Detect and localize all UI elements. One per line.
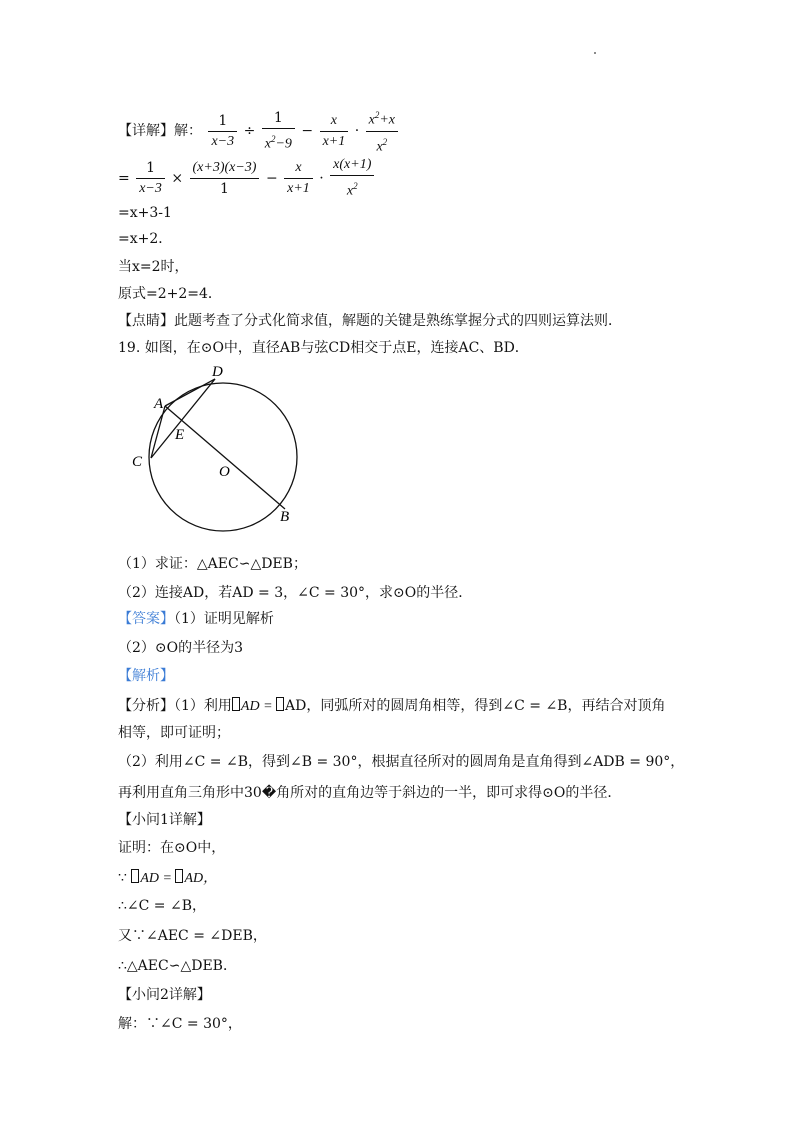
label-a: A [154, 396, 164, 412]
fraction-1: $\frac{1}{x-3}$ [208, 112, 237, 151]
label-d: D [212, 364, 223, 380]
sub1-line-4: 又∵∠AEC = ∠DEB， [118, 928, 267, 944]
arc-symbol [232, 697, 240, 711]
detail-tag: 【详解】 [118, 123, 174, 140]
comment-line: 【点睛】此题考查了分式化简求值，解题的关键是熟练掌握分式的四则运算法则． [118, 313, 622, 329]
part-2: （2）连接AD，若AD = 3，∠C = 30°，求⊙O的半径． [118, 585, 473, 601]
fraction-8: $\frac{x(x+1)}{x^2}$ [330, 156, 374, 201]
circle-o [149, 383, 297, 531]
part-1: （1）求证：△AEC∽△DEB； [118, 556, 307, 572]
chord-cd [151, 379, 215, 458]
divide-sign: ÷ [243, 123, 256, 140]
sub1-line-2: ∵ AD = AD， [118, 870, 218, 886]
fraction-5: $\frac{1}{x-3}$ [136, 159, 165, 198]
sub1-line-1: 证明：在⊙O中， [118, 840, 226, 856]
fenxi-line-1: 【分析】（1）利用 AD = AD，同弧所对的圆周角相等，得到∠C = ∠B，再结合对顶角 [118, 698, 666, 714]
arc-symbol [175, 869, 183, 883]
arc-symbol [131, 869, 139, 883]
fenxi-line-2: 相等，即可证明； [118, 725, 230, 741]
corner-dot [594, 52, 596, 54]
cdot-sign: · [354, 123, 360, 140]
label-b: B [280, 509, 290, 525]
fenxi-line-4: 再利用直角三角形中30�角所对的直角边等于斜边的一半，即可求得⊙O的半径． [118, 785, 622, 801]
fraction-2: $\frac{1}{x^2-9}$ [262, 109, 295, 154]
diameter-ab [165, 406, 285, 509]
answer-line-2: （2）⊙O的半径为3 [118, 640, 244, 656]
step-line-3: =x+3-1 [118, 205, 172, 221]
fraction-7: $\frac{x}{x+1}$ [284, 159, 313, 198]
fraction-6: $\frac{(x+3)(x-3)}{1}$ [190, 159, 260, 198]
answer-line-1: 【答案】（1）证明见解析 [118, 611, 274, 627]
analysis-tag: 【解析】 [118, 668, 174, 684]
sub1-line-3: ∴∠C = ∠B， [118, 898, 206, 914]
arc-symbol [276, 697, 284, 711]
step-line-4: =x+2． [118, 231, 173, 247]
label-o: O [219, 464, 230, 480]
fraction-4: $\frac{x^2+x}{x^2}$ [366, 106, 398, 156]
segment-ad [165, 379, 215, 406]
jie-label: 解： [174, 123, 202, 140]
minus-sign: − [301, 123, 314, 140]
circle-figure [120, 358, 320, 538]
times-sign: × [171, 170, 184, 187]
sub1-tag: 【小问1详解】 [118, 812, 211, 828]
step-line-5: 当x=2时， [118, 259, 189, 275]
detail-expression-line [118, 106, 400, 156]
detail-expression-line-2: = $\frac{1}{x-3}$ × $\frac{(x+3)(x-3)}{1}$ − $\frac{x}{x+1}$ · $\frac{x(x+1)}{x^2}$ [118, 156, 376, 201]
label-e: E [175, 427, 185, 443]
sub2-line-1: 解：∵∠C = 30°， [118, 1016, 242, 1032]
question-19-stem: 19. 如图，在⊙O中，直径AB与弦CD相交于点E，连接AC、BD． [118, 340, 529, 356]
label-c: C [132, 454, 143, 470]
sub2-tag: 【小问2详解】 [118, 987, 211, 1003]
fraction-3: $\frac{x}{x+1}$ [320, 112, 349, 151]
step-line-6: 原式=2+2=4． [118, 286, 222, 302]
answer-tag: 【答案】 [118, 611, 174, 627]
fenxi-line-3: （2）利用∠C = ∠B，得到∠B = 30°，根据直径所对的圆周角是直角得到∠ADB = 90°， [118, 754, 685, 770]
sub1-line-5: ∴△AEC∽△DEB． [118, 958, 237, 974]
